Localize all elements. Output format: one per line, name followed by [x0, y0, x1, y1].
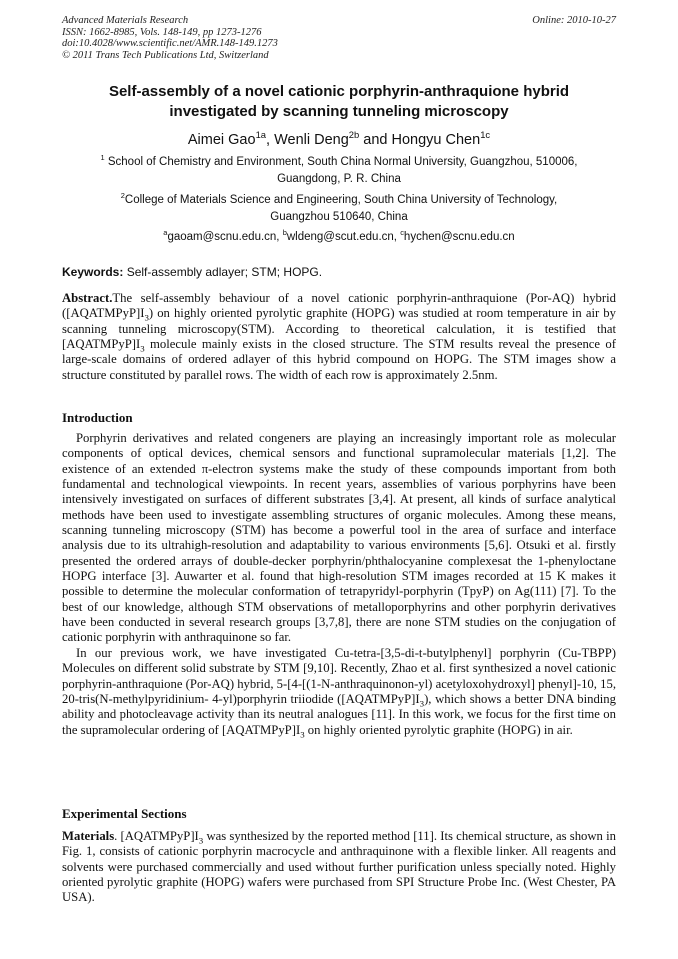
keywords-text: Self-assembly adlayer; STM; HOPG. [123, 265, 323, 279]
doi-line: doi:10.4028/www.scientific.net/AMR.148-149.1273 [62, 38, 278, 49]
intro-paragraph-2 [62, 646, 616, 738]
abstract-text-2: ) on highly oriented pyrolytic graphite (HOPG) was studied at room temperature in air by scanning tunneling microscopy(STM). According to theoretical calculation, it is testified that [AQATMPyP]I [62, 306, 616, 352]
materials-paragraph [62, 829, 616, 906]
materials-sub-1: 3 [198, 835, 204, 846]
aff2-sup: 2 [120, 191, 125, 201]
intro-paragraph-1: Porphyrin derivatives and related congeners are playing an increasingly important role as molecular components of optical devices, chemical sensors and functional supramolecular materials [1,2]. The existence of an extended π-electron systems make the study of these compounds important from both fundamental and technological viewpoints. In recent years, assemblies of various porphyrins have been intensively investigated on surfaces of different substrates [3,4]. At present, all kinds of surface analytical methods have been used to investigate assembling structures of organic molecules. Among these means, scanning tunneling microscopy (STM) has become a powerful tool in the area of surface and interface analysis due to its ultrahigh-resolution and adaptability to various environments [5,6]. Otsuki et al. firstly presented the ordered arrays of double-decker porphyrin/phthalocyanine complexesat the 1-phenyloctane HOPG interface [3]. Auwarter et al. found that high-resolution STM images recorded at 15 K makes it possible to determine the molecular conformation of tetrapyridyl-porphyrin (TpyP) on Ag(111) [7]. To the best of our knowledge, although STM observations of metalloporphyrins and other porphyrin derivatives have been conducted in several research groups [3,7,8], there are none STM studies on the conjugation of cationic porphyrin with anthraquinone so far. [62, 431, 616, 645]
keywords [62, 264, 616, 280]
journal-header [62, 15, 616, 61]
keywords-label: Keywords: [62, 265, 124, 279]
copyright-line: © 2011 Trans Tech Publications Ltd, Switzerland [62, 49, 269, 61]
introduction-heading: Introduction [62, 410, 133, 425]
journal-name: Advanced Materials Research [62, 15, 189, 26]
aff2-line1: College of Materials Science and Engineering, South China University of Technology, [124, 194, 558, 206]
introduction-body [62, 431, 616, 738]
experimental-heading: Experimental Sections [62, 806, 187, 821]
abstract-text-3: molecule mainly exists in the closed structure. The STM results reveal the presence of large-scale domains of ordered adlayer of this hybrid compound on HOPG. The STM images show a structure constituted by parallel rows. The width of each row is approximately 2.5nm. [62, 337, 616, 382]
aff1-line1: School of Chemistry and Environment, South China Normal University, Guangzhou, 510006, [104, 156, 578, 168]
online-date: Online: 2010-10-27 [532, 15, 616, 26]
abstract-sub-2: 3 [140, 343, 145, 354]
title-line-1: Self-assembly of a novel cationic porphyrin-anthraquione hybrid [108, 83, 570, 100]
materials-label: Materials [62, 829, 115, 843]
paper-title [62, 82, 616, 122]
author-1-sup: 1a [255, 129, 267, 141]
intro-p2-sub-1: 3 [419, 698, 425, 709]
materials-text-2: was synthesized by the reported method [11]. Its chemical structure, as shown in Fig. 1, consists of cationic porphyrin macrocycle and anthraquinone with a flexible linker. All reagents and solvents were purchased commercially and used without further purification unless specially noted. Highly oriented pyrolytic graphite (HOPG) wafers were purchased from SPI Structure Probe Inc. (West Chester, PA USA). [62, 829, 616, 905]
abstract-text-1: The self-assembly behaviour of a novel cationic porphyrin-anthraquione (Por-AQ) hybrid ([AQATMPyP]I [62, 291, 616, 321]
affiliation-2 [72, 192, 606, 226]
email-b: wldeng@scut.edu.cn, [286, 231, 401, 243]
author-1: Aimei Gao [187, 132, 256, 148]
abstract-label: Abstract. [62, 291, 113, 305]
intro-p2-text-1: In our previous work, we have investigated Cu-tetra-[3,5-di-t-butylphenyl] porphyrin (Cu-TBPP) Molecules on different solid substrate by STM [9,10]. Recently, Zhao et al. first synthesized a novel cationic porphyrin-anthraquione (Por-AQ) hybrid, 5-[4-[(1-N-anthraquinonon-yl) acetyloxohydroxyl] phenyl]-10, 15, 20-tris(N-methylpyridinium- 4-yl)porphyrin triiodide ([AQATMPyP]I [62, 645, 616, 706]
aff1-line2: Guangdong, P. R. China [277, 173, 401, 185]
author-list: Aimei Gao$^{1a}$, Wenli Deng$^{2b}$ and Hongyu Chen$^{1c}$ [187, 129, 491, 148]
author-and: and [359, 132, 392, 148]
abstract-sub-1: 3 [144, 312, 149, 323]
email-b-sup: b [282, 228, 287, 238]
issn-line: ISSN: 1662-8985, Vols. 148-149, pp 1273-1276 [62, 26, 262, 38]
author-2-sup: 2b [348, 129, 360, 141]
email-c-sup: c [400, 228, 404, 238]
intro-p2-text-2: ), which shows a better DNA binding ability and photocleavage activity than its neutral analogues [11]. In this work, we focus for the first time on the supramolecular ordering of [AQATMPyP]I [62, 691, 616, 737]
intro-p2-sub-2: 3 [300, 729, 305, 740]
email-a-sup: a [163, 228, 168, 238]
aff2-line2: Guangzhou 510640, China [270, 211, 408, 223]
author-3-sup: 1c [480, 129, 491, 141]
author-3: Hongyu Chen [391, 132, 481, 148]
affiliation-1 [72, 154, 606, 188]
materials-text-1: . [AQATMPyP]I [114, 829, 199, 843]
email-a: gaoam@scnu.edu.cn, [167, 231, 283, 243]
email-c: hychen@scnu.edu.cn [403, 231, 515, 243]
author-2: Wenli Deng [274, 132, 349, 148]
aff1-sup: 1 [100, 153, 105, 163]
abstract [62, 291, 616, 383]
email-line [72, 229, 606, 246]
title-line-2: investigated by scanning tunneling microscopy [169, 103, 509, 120]
intro-p2-text-3: on highly oriented pyrolytic graphite (HOPG) in air. [304, 722, 573, 737]
